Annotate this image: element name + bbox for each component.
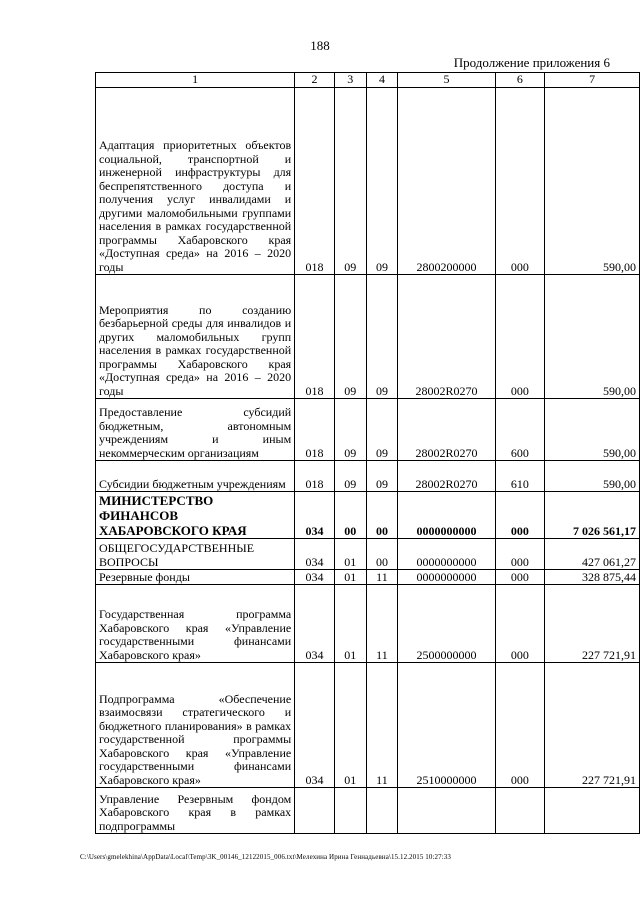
cell-expense-type: 000 (495, 492, 544, 539)
cell-target-article: 28002R0270 (398, 275, 495, 399)
cell-ministry-code (295, 788, 335, 834)
cell-section: 01 (334, 570, 366, 585)
table-row (96, 585, 640, 663)
cell-amount: 227 721,91 (545, 585, 640, 663)
cell-section: 09 (334, 399, 366, 461)
column-header: 7 (545, 73, 640, 88)
cell-section: 00 (334, 492, 366, 539)
table-header-row (96, 73, 640, 88)
table-row (96, 88, 640, 275)
cell-target-article: 0000000000 (398, 492, 495, 539)
cell-subsection: 00 (366, 492, 398, 539)
row-name: Мероприятия по созданию безбарьерной среды для инвалидов и других маломобильных групп населения в рамках государственной программы Хабаровского края «Доступная среда» на 2016 – 2020 годы (96, 275, 295, 399)
cell-expense-type: 000 (495, 585, 544, 663)
cell-expense-type: 610 (495, 461, 544, 492)
cell-target-article: 28002R0270 (398, 461, 495, 492)
page-number: 188 (310, 38, 330, 53)
cell-amount: 328 875,44 (545, 570, 640, 585)
cell-subsection: 11 (366, 585, 398, 663)
cell-subsection: 11 (366, 663, 398, 788)
cell-ministry-code: 034 (295, 585, 335, 663)
cell-subsection: 00 (366, 539, 398, 570)
cell-amount: 227 721,91 (545, 663, 640, 788)
cell-subsection (366, 788, 398, 834)
cell-section: 09 (334, 461, 366, 492)
cell-ministry-code: 034 (295, 663, 335, 788)
cell-ministry-code: 018 (295, 88, 335, 275)
cell-subsection: 09 (366, 461, 398, 492)
cell-amount: 590,00 (545, 461, 640, 492)
cell-expense-type: 000 (495, 539, 544, 570)
cell-expense-type: 000 (495, 88, 544, 275)
column-header: 2 (295, 73, 335, 88)
table-row (96, 461, 640, 492)
cell-section: 01 (334, 663, 366, 788)
budget-table (95, 72, 640, 834)
cell-section: 01 (334, 585, 366, 663)
cell-expense-type: 000 (495, 663, 544, 788)
table-row (96, 492, 640, 539)
cell-target-article: 28002R0270 (398, 399, 495, 461)
cell-ministry-code: 034 (295, 492, 335, 539)
table-row (96, 663, 640, 788)
cell-expense-type: 600 (495, 399, 544, 461)
row-name: Предоставление субсидий бюджетным, автономным учреждениям и иным некоммерческим организациям (96, 399, 295, 461)
cell-ministry-code: 018 (295, 399, 335, 461)
cell-amount: 590,00 (545, 275, 640, 399)
cell-amount: 590,00 (545, 399, 640, 461)
cell-amount: 7 026 561,17 (545, 492, 640, 539)
cell-section: 09 (334, 275, 366, 399)
cell-section (334, 788, 366, 834)
cell-target-article: 0000000000 (398, 570, 495, 585)
cell-target-article: 2800200000 (398, 88, 495, 275)
cell-target-article: 2500000000 (398, 585, 495, 663)
cell-expense-type (495, 788, 544, 834)
row-name: Адаптация приоритетных объектов социальной, транспортной и инженерной инфраструктуры для беспрепятственного доступа и получения услуг инвалидами и другими маломобильными группами населения в рамках государственной программы Хабаровского края «Доступная среда» на 2016 – 2020 годы (96, 88, 295, 275)
cell-expense-type: 000 (495, 275, 544, 399)
row-name: Субсидии бюджетным учреждениям (96, 461, 295, 492)
cell-subsection: 11 (366, 570, 398, 585)
table-row (96, 570, 640, 585)
cell-subsection: 09 (366, 88, 398, 275)
table-row (96, 539, 640, 570)
cell-target-article: 0000000000 (398, 539, 495, 570)
column-header: 6 (495, 73, 544, 88)
cell-amount (545, 788, 640, 834)
cell-subsection: 09 (366, 275, 398, 399)
table-row (96, 399, 640, 461)
cell-ministry-code: 018 (295, 275, 335, 399)
column-header: 3 (334, 73, 366, 88)
table-row (96, 275, 640, 399)
row-name: Управление Резервным фондом Хабаровского края в рамках подпрограммы (96, 788, 295, 834)
row-name: ОБЩЕГОСУДАРСТВЕННЫЕ ВОПРОСЫ (96, 539, 295, 570)
cell-ministry-code: 034 (295, 570, 335, 585)
cell-section: 09 (334, 88, 366, 275)
row-name: Подпрограмма «Обеспечение взаимосвязи стратегического и бюджетного планирования» в рамках государственной программы Хабаровского края «Управление государственными финансами Хабаровского края» (96, 663, 295, 788)
cell-amount: 427 061,27 (545, 539, 640, 570)
cell-amount: 590,00 (545, 88, 640, 275)
continuation-note: Продолжение приложения 6 (453, 55, 610, 70)
cell-ministry-code: 018 (295, 461, 335, 492)
cell-subsection: 09 (366, 399, 398, 461)
footer-path: C:\Users\gmelekhina\AppData\Local\Temp\3K_00146_12122015_006.txt\Мелехина Ирина Геннадьевна\15.12.2015 10:27:33 (80, 853, 451, 861)
row-name: Государственная программа Хабаровского края «Управление государственными финансами Хабаровского края» (96, 585, 295, 663)
table-row (96, 788, 640, 834)
cell-target-article (398, 788, 495, 834)
column-header: 5 (398, 73, 495, 88)
cell-ministry-code: 034 (295, 539, 335, 570)
row-name: Резервные фонды (96, 570, 295, 585)
cell-expense-type: 000 (495, 570, 544, 585)
row-name: МИНИСТЕРСТВО ФИНАНСОВ ХАБАРОВСКОГО КРАЯ (96, 492, 295, 539)
column-header: 1 (96, 73, 295, 88)
cell-section: 01 (334, 539, 366, 570)
cell-target-article: 2510000000 (398, 663, 495, 788)
column-header: 4 (366, 73, 398, 88)
